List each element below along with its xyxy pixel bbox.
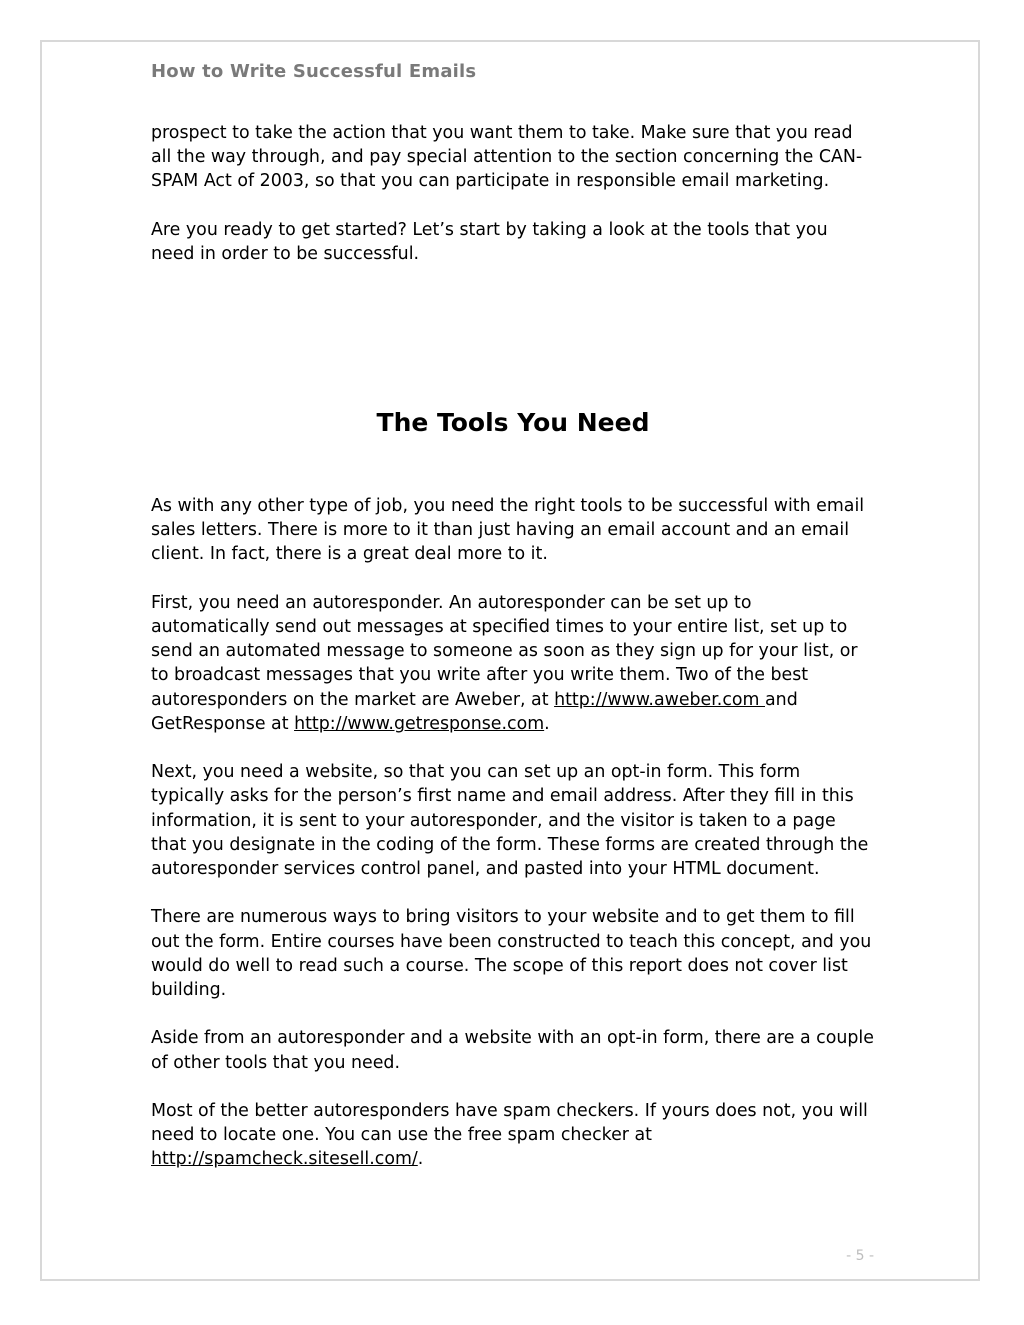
paragraph-text: First, you need an autoresponder. An autoresponder can be set up to automatically send out messages at specified times to your entire list, set up to send an automated message to someone as soon as they sign up for your list, or to broadcast messages that you write after you write them. Two of the best autoresponders on the market are Aweber, at bbox=[151, 592, 858, 710]
paragraph-text: . bbox=[417, 1149, 424, 1170]
paragraph-text: . bbox=[544, 713, 550, 734]
running-header-title: How to Write Successful Emails bbox=[151, 61, 477, 82]
section-paragraph-1: As with any other type of job, you need the right tools to be successful with email sales letters. There is more to it than just having an email account and an email client. In fact, there is a great deal more to it. bbox=[151, 496, 865, 565]
section-paragraph-5: Aside from an autoresponder and a website with an opt-in form, there are a couple of other tools that you need. bbox=[151, 1028, 874, 1073]
aweber-link[interactable]: http://www.aweber.com bbox=[554, 689, 766, 710]
intro-paragraph-2: Are you ready to get started? Let’s start by taking a look at the tools that you need in order to be successful. bbox=[151, 219, 828, 264]
intro-paragraph-1: prospect to take the action that you want them to take. Make sure that you read all the way through, and pay special attention to the section concerning the CAN-SPAM Act of 2003, so that you can participate in responsible email marketing. bbox=[151, 123, 863, 192]
section-title: The Tools You Need bbox=[376, 408, 650, 437]
spamcheck-link[interactable]: http://spamcheck.sitesell.com/ bbox=[151, 1149, 418, 1170]
page-number: - 5 - bbox=[846, 1248, 874, 1264]
section-body bbox=[151, 494, 875, 1196]
section-paragraph-4: There are numerous ways to bring visitors to your website and to get them to fill out the form. Entire courses have been constructed to teach this concept, and you would do well to read such a course. The scope of this report does not cover list building. bbox=[151, 907, 872, 1001]
intro-text bbox=[151, 121, 875, 290]
section-paragraph-6 bbox=[151, 1099, 875, 1172]
section-paragraph-2 bbox=[151, 591, 875, 736]
paragraph-text: Most of the better autoresponders have spam checkers. If yours does not, you will need to locate one. You can use the free spam checker at bbox=[151, 1101, 868, 1146]
section-paragraph-3: Next, you need a website, so that you can set up an opt-in form. This form typically asks for the person’s first name and email address. After they fill in this information, it is sent to your autoresponder, and the visitor is taken to a page that you designate in the coding of the form. These forms are created through the autoresponder services control panel, and pasted into your HTML document. bbox=[151, 762, 869, 880]
getresponse-link[interactable]: http://www.getresponse.com bbox=[294, 713, 545, 734]
paragraph-text: and GetResponse at bbox=[151, 689, 798, 734]
